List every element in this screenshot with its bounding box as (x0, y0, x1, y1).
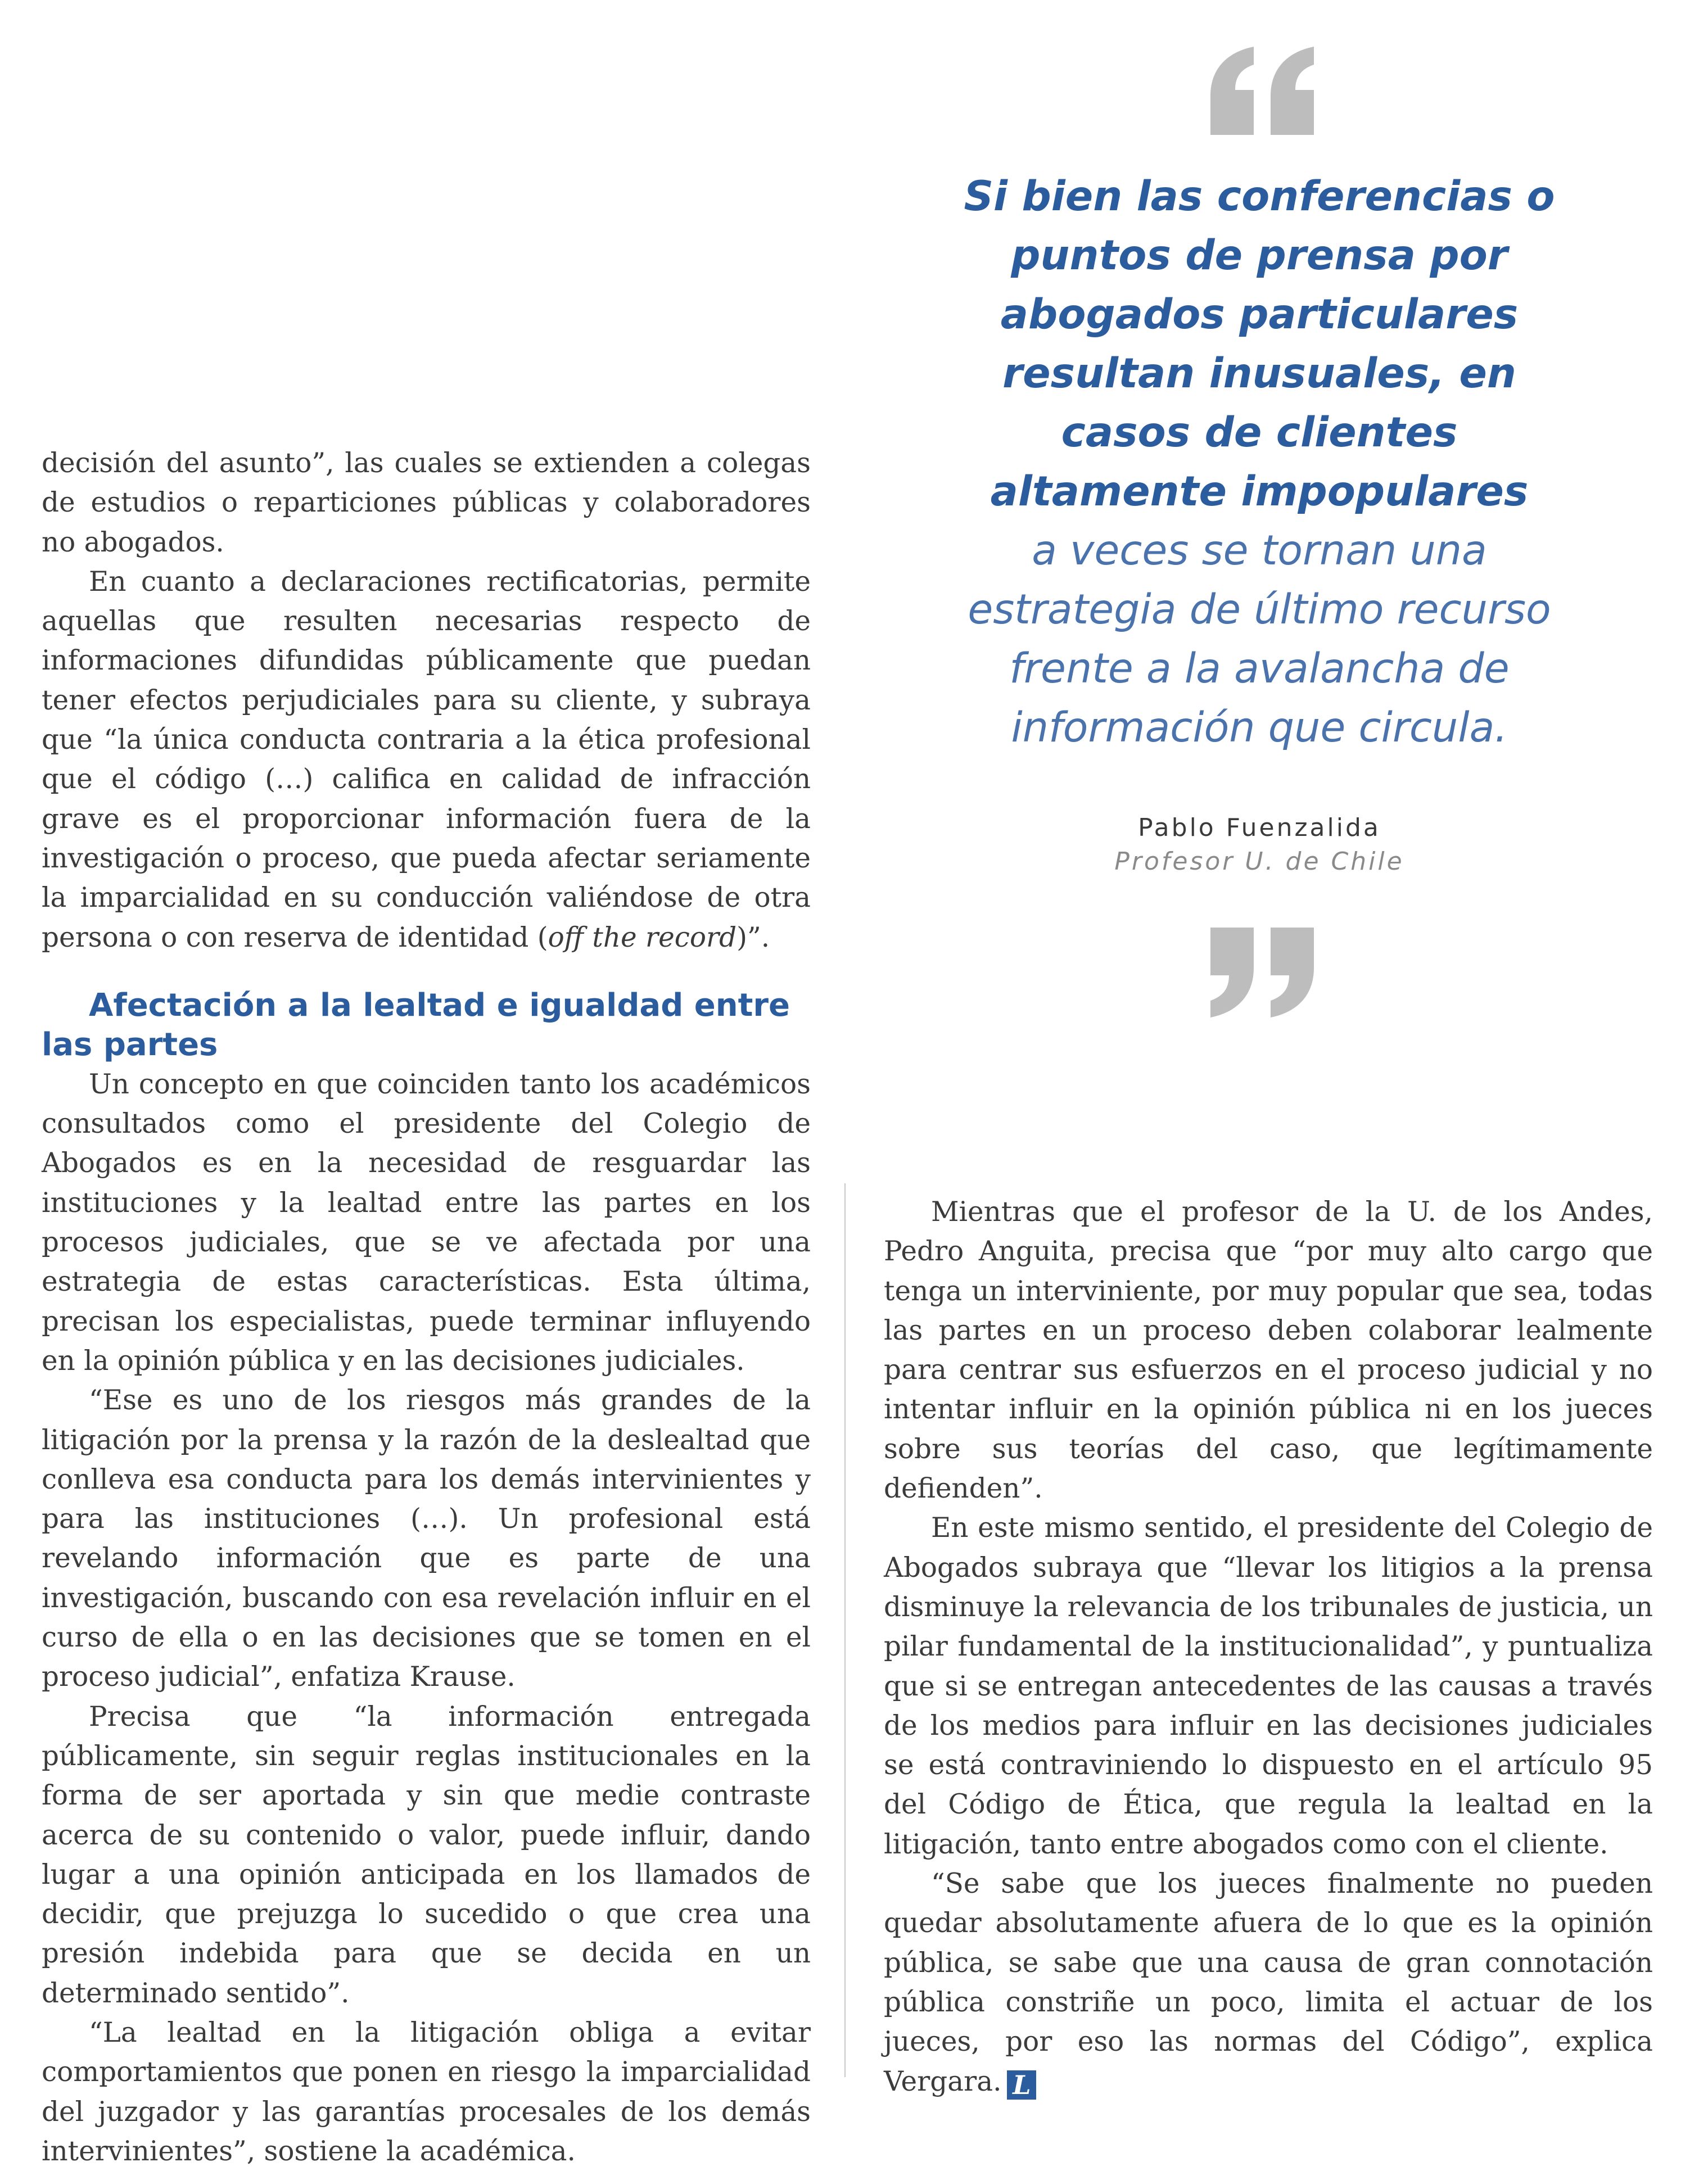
pull-quote (945, 167, 1574, 757)
opening-quote-mark-icon (1200, 42, 1324, 143)
right-text-column (884, 1192, 1653, 2101)
quote-author: Pablo Fuenzalida (1138, 813, 1381, 842)
quote-author-title: Profesor U. de Chile (1114, 847, 1404, 876)
italic-phrase: off the record (548, 921, 737, 953)
pull-quote-continuation: a veces se tornan una estrategia de último recurso frente a la avalancha de información que circula. (968, 527, 1551, 752)
paragraph: Mientras que el profesor de la U. de los Andes, Pedro Anguita, precisa que “por muy alto cargo que tenga un interviniente, por muy popular que sea, todas las partes en un proceso deben colaborar lealmente para centrar sus esfuerzos en el proceso judicial y no intentar influir en la opinión pública ni en los jueces sobre sus teorías del caso, que legítimamente defienden”. (884, 1196, 1653, 1505)
paragraph: “La lealtad en la litigación obliga a evitar comportamientos que ponen en riesgo la imparcialidad del juzgador y las garantías procesales de los demás intervinientes”, sostiene la académica. (42, 2016, 811, 2167)
paragraph: Precisa que “la información entregada públicamente, sin seguir reglas institucionales en la forma de ser aportada y sin que medie contraste acerca de su contenido o valor, puede influir, dando lugar a una opinión anticipada en los llamados de decidir, que prejuzga lo sucedido o que crea una presión indebida para que se decida en un determinado sentido”. (42, 1700, 811, 2009)
paragraph: decisión del asunto”, las cuales se extienden a colegas de estudios o reparticiones públicas y colaboradores no abogados. (42, 447, 811, 558)
section-heading: Afectación a la lealtad e igualdad entre las partes (42, 987, 790, 1063)
paragraph: “Ese es uno de los riesgos más grandes de la litigación por la prensa y la razón de la deslealtad que conlleva esa conducta para los demás intervinientes y para las instituciones (…). Un profesional está revelando información que es parte de una investigación, buscando con esa revelación influir en el curso de ella o en las decisiones que se tomen en el proceso judicial”, enfatiza Krause. (42, 1385, 811, 1693)
paragraph: En este mismo sentido, el presidente del Colegio de Abogados subraya que “llevar los litigios a la prensa disminuye la relevancia de los tribunales de justicia, un pilar fundamental de la institucionalidad”, y puntualiza que si se entregan antecedentes de las causas a través de los medios para influir en las decisiones judiciales se está contraviniendo lo dispuesto en el artículo 95 del Código de Ética, que regula la lealtad en la litigación, tanto entre abogados como con el cliente. (884, 1512, 1653, 1860)
paragraph: En cuanto a declaraciones rectificatorias, permite aquellas que resulten necesarias respecto de informaciones difundidas públicamente que puedan tener efectos perjudiciales para su cliente, y subraya que “la única conducta contraria a la ética profesional que el código (…) califica en calidad de infracción grave es el proporcionar información fuera de la investigación o proceso, que pueda afectar seriamente la imparcialidad en su conducción valiéndose de otra persona o con reserva de identidad (off the record)”. (42, 566, 811, 953)
end-of-article-logo-icon: L (1007, 2070, 1036, 2100)
pull-quote-emphasis: Si bien las conferencias o puntos de prensa por abogados particulares resultan inusuales, en casos de clientes altamente impopulares (964, 173, 1555, 515)
left-text-column (42, 444, 811, 2171)
closing-quote-mark-icon (1200, 922, 1324, 1023)
paragraph: Un concepto en que coinciden tanto los académicos consultados como el presidente del Colegio de Abogados es en la necesidad de resguardar las instituciones y la lealtad entre las partes en los procesos judiciales, que se ve afectada por una estrategia de estas características. Esta última, precisan los especialistas, puede terminar influyendo en la opinión pública y en las decisiones judiciales. (42, 1068, 811, 1377)
paragraph: “Se sabe que los jueces finalmente no pueden quedar absolutamente afuera de lo que es la opinión pública, se sabe que una causa de gran connotación pública constriñe un poco, limita el actuar de los jueces, por eso las normas del Código”, explica Vergara. L (884, 1868, 1653, 2100)
column-divider (844, 1183, 846, 2077)
